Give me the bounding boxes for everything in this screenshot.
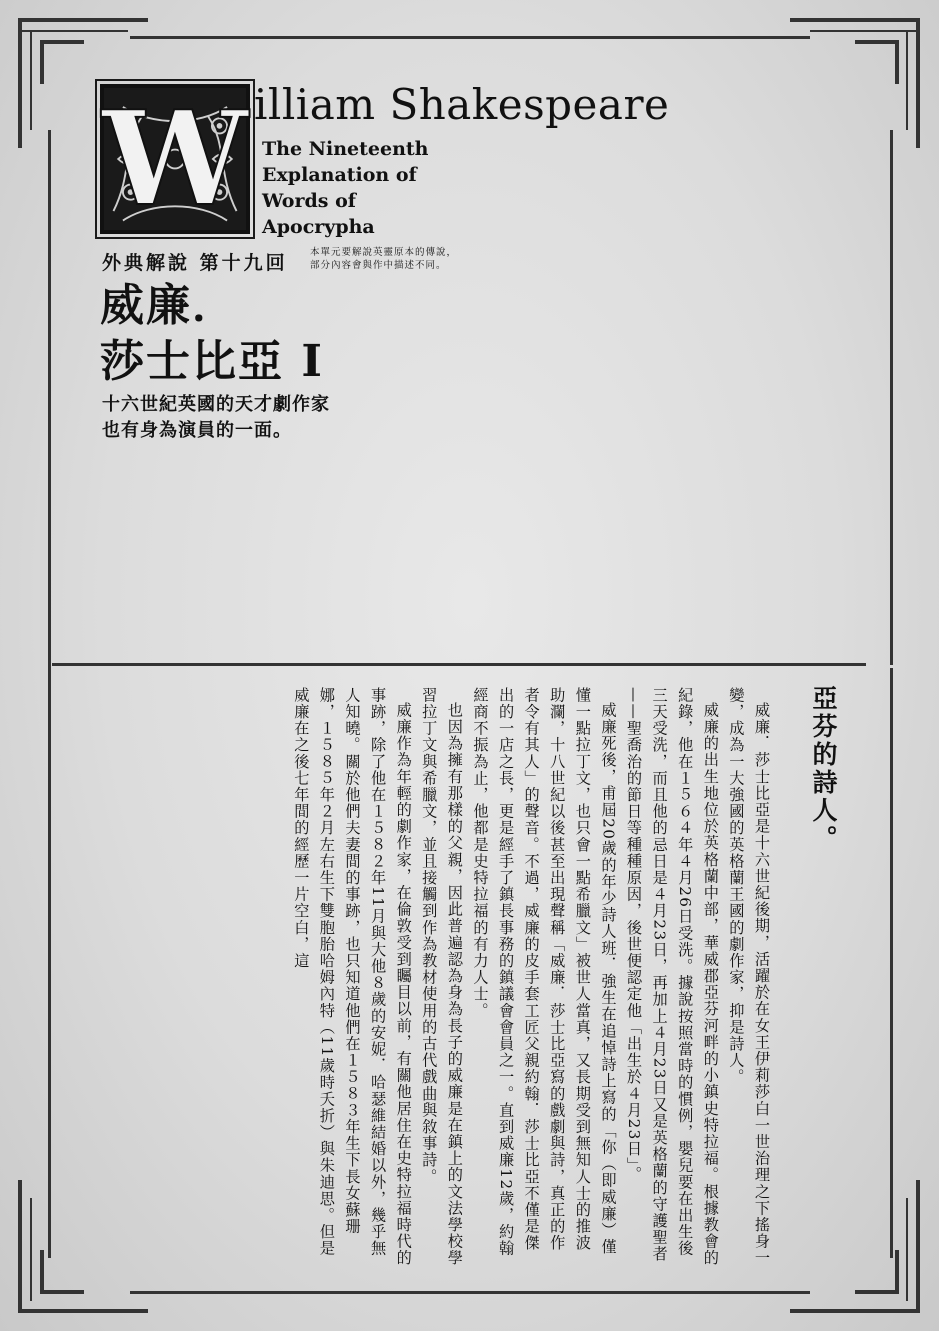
article-header (100, 78, 840, 458)
section-heading: 亞芬的詩人。 (809, 685, 838, 853)
paragraph: 威廉死後，甫屆20歲的年少詩人班．強生在追悼詩上寫的「你（即威廉）僅懂一點拉丁文，也只會一點希臘文」被世人當真，又長期受到無知人士的推波助瀾，十八世紀以後甚至出現聲稱「威廉．莎士比亞寫的戲劇與詩，真正的作者令有其人」的聲音。不過，威廉的皮手套工匠父親約翰．莎士比亞不僅是傑出的一店之長，更是經手了鎮長事務的鎮議會會員之一。直到威廉12歲，約翰經商不振為止，他都是史特拉福的有力人士。 (471, 687, 618, 1257)
series-note (310, 246, 457, 272)
frame-left-bar-2 (30, 30, 32, 130)
body-text (94, 687, 774, 1267)
tagline (102, 392, 330, 444)
frame-bottom-right-bar (790, 1309, 920, 1313)
frame-bottom-left-bar (18, 1309, 148, 1313)
illuminated-initial (100, 84, 250, 234)
tagline-line: 也有身為演員的一面。 (102, 420, 292, 441)
frame-right-line-lower (890, 668, 893, 1258)
frame-top-line (130, 36, 810, 39)
series-note-line: 本單元要解說英靈原本的傳說， (310, 247, 458, 258)
frame-top-left-bar (18, 18, 148, 22)
frame-top-right-bar (790, 18, 920, 22)
initial-letter: W (102, 82, 248, 235)
english-title: illiam Shakespeare (254, 80, 670, 129)
frame-bottom-right-bar-3 (906, 1198, 908, 1301)
frame-right-bar-2 (906, 30, 908, 130)
series-note-line: 部分內容會與作中描述不同。 (310, 260, 447, 271)
english-subtitle (262, 136, 429, 240)
frame-left-line-lower (48, 668, 51, 1258)
frame-left-line (48, 130, 51, 670)
subtitle-line: Explanation of (262, 164, 417, 186)
paragraph: 威廉的出生地位於英格蘭中部，華威郡亞芬河畔的小鎮史特拉福。根據教會的紀錄，他在１５６４年４月26日受洗。據說按照當時的慣例，嬰兒要在出生後三天受洗，而且他的忌日是４月23日，再加上４月23日又是英格蘭的守護聖者——聖喬治的節日等種種原因，後世便認定他「出生於４月23日」。 (625, 687, 720, 1267)
title-line: 威廉． (100, 280, 238, 331)
paragraph: 威廉作為年輕的劇作家，在倫敦受到矚目以前，有關他居住在史特拉福時代的事跡，除了他在１５８２年11月與大他８歲的安妮．哈瑟維結婚以外，幾乎無人知曉。關於他們夫妻間的事跡，也只知道他們在１５８３年生下長女蘇珊娜，１５８５年２月左右生下雙胞胎哈姆內特（11歲時夭折）與朱迪思。但是威廉在之後七年間的經歷一片空白，這 (292, 687, 413, 1267)
subtitle-line: Words of (262, 190, 356, 212)
frame-corner-top-right (855, 40, 899, 84)
frame-top-right-bar-2 (810, 30, 920, 32)
frame-bottom-right-bar-2 (916, 1180, 920, 1313)
paragraph: 也因為擁有那樣的父親，因此普遍認為身為長子的威廉是在鎮上的文法學校學習拉丁文與希臘文，並且接觸到作為教材使用的古代戲曲與敘事詩。 (420, 687, 464, 1267)
frame-bottom-left-bar-3 (30, 1198, 32, 1301)
frame-right-line (890, 130, 893, 665)
frame-left-bar (18, 18, 22, 148)
frame-corner-bottom-left (40, 1250, 84, 1294)
tagline-line: 十六世紀英國的天才劇作家 (102, 394, 330, 415)
title-line: 莎士比亞 Ⅰ (100, 336, 324, 387)
article-body (96, 685, 840, 1285)
frame-bottom-line (130, 1291, 810, 1294)
frame-corner-top-left (40, 40, 84, 84)
paragraph: 威廉．莎士比亞是十六世紀後期，活躍於在女王伊莉莎白一世治理之下搖身一變，成為一大強國的英格蘭王國的劇作家，抑是詩人。 (727, 687, 771, 1267)
frame-top-left-bar-2 (18, 30, 128, 32)
page-title (100, 278, 324, 390)
subtitle-line: The Nineteenth (262, 138, 429, 160)
section-divider (52, 663, 866, 666)
frame-right-bar (916, 18, 920, 148)
frame-bottom-left-bar-2 (18, 1180, 22, 1313)
series-label: 外典解說 第十九回 (102, 252, 288, 274)
subtitle-line: Apocrypha (262, 216, 375, 238)
